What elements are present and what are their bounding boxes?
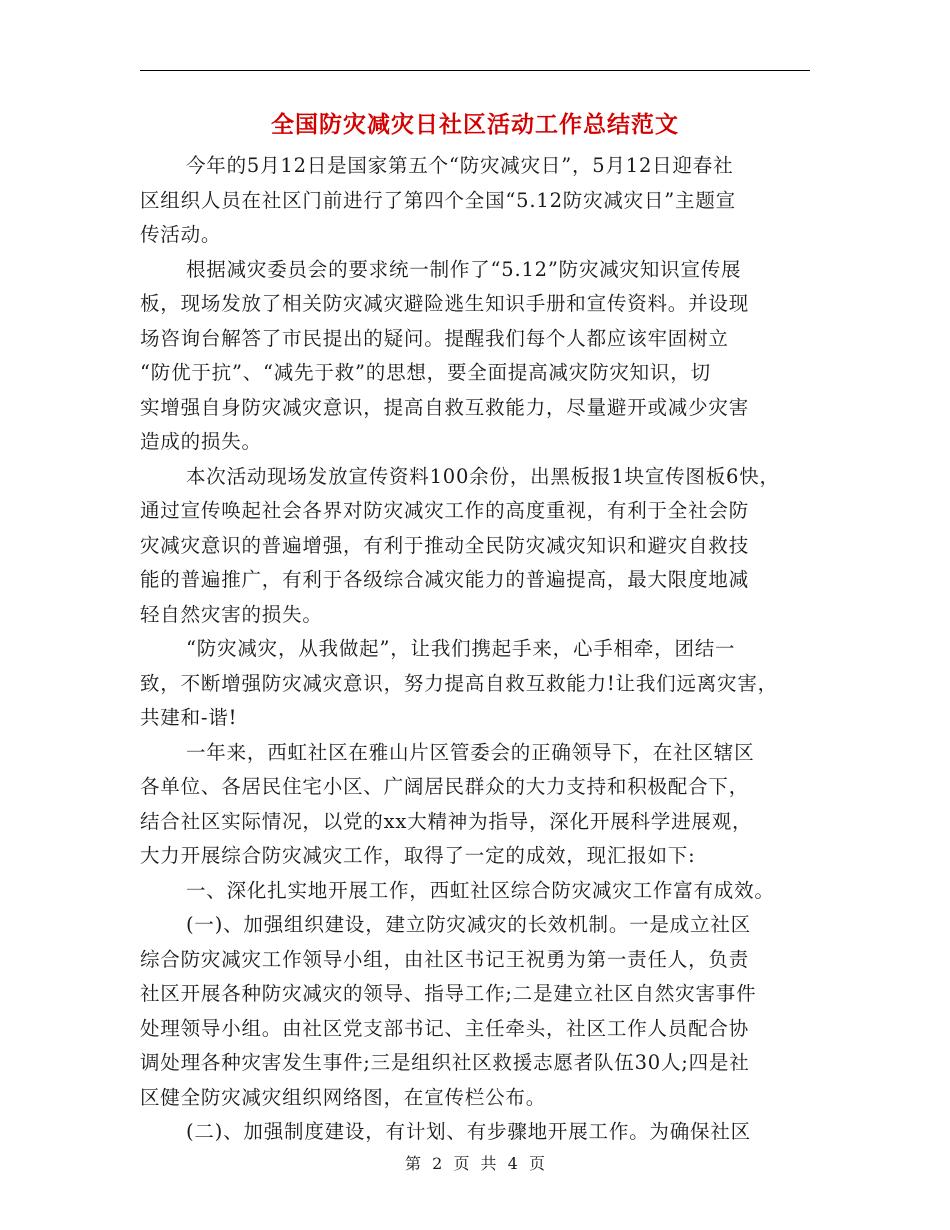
- text-line: 区健全防灾减灾组织网络图，在宣传栏公布。: [140, 1085, 547, 1109]
- text-line: 板，现场发放了相关防灾减灾避险逃生知识手册和宣传资料。并设现: [140, 292, 750, 315]
- text-line: 处理领导小组。由社区党支部书记、主任牵头，社区工作人员配合协: [140, 1016, 750, 1040]
- text-line: (二)、加强制度建设，有计划、有步骤地开展工作。为确保社区: [186, 1120, 751, 1143]
- text-line: 通过宣传唤起社会各界对防灾减灾工作的高度重视，有利于全社会防: [140, 499, 750, 522]
- text-line: “防灾减灾，从我做起”，让我们携起手来，心手相牵，团结一: [186, 637, 736, 660]
- text-line: 致，不断增强防灾减灾意识，努力提高自救互救能力!让我们远离灾害，: [140, 671, 778, 695]
- document-title: 全国防灾减灾日社区活动工作总结范文: [271, 111, 679, 138]
- footer-current-page: 2: [432, 1154, 443, 1173]
- page-footer: [0, 1153, 950, 1175]
- text-line: 场咨询台解答了市民提出的疑问。提醒我们每个人都应该牢固树立: [140, 326, 729, 350]
- text-line: 本次活动现场发放宣传资料100余份，出黑板报1块宣传图板6快，: [186, 464, 780, 488]
- header-rule: [140, 70, 810, 71]
- text-line: 能的普遍推广，有利于各级综合减灾能力的普遍提高，最大限度地减: [140, 568, 750, 591]
- text-line: 一、深化扎实地开展工作，西虹社区综合防灾减灾工作富有成效。: [186, 878, 775, 902]
- text-line: 共建和-谐!: [140, 706, 238, 729]
- text-line: 今年的5月12日是国家第五个“防灾减灾日”，5月12日迎春社: [186, 154, 734, 177]
- text-line: 各单位、各居民住宅小区、广阔居民群众的大力支持和积极配合下，: [140, 775, 750, 798]
- footer-total-label: 共: [480, 1154, 497, 1173]
- text-line: 实增强自身防灾减灾意识，提高自救互救能力，尽量避开或减少灾害: [140, 395, 750, 419]
- text-line: 结合社区实际情况，以党的xx大精神为指导，深化开展科学进展观，: [140, 809, 753, 833]
- text-line: 根据减灾委员会的要求统一制作了“5.12”防灾减灾知识宣传展: [186, 257, 742, 281]
- text-line: 社区开展各种防灾减灾的领导、指导工作;二是建立社区自然灾害事件: [140, 982, 757, 1005]
- text-line: 造成的损失。: [140, 430, 262, 453]
- text-line: 轻自然灾害的损失。: [140, 602, 323, 626]
- footer-prefix: 第: [405, 1154, 422, 1173]
- text-line: 大力开展综合防灾减灾工作，取得了一定的成效，现汇报如下:: [140, 844, 696, 867]
- footer-page-label: 页: [453, 1154, 470, 1173]
- text-line: “防优于抗”、“减先于救”的思想，要全面提高减灾防灾知识，切: [140, 361, 711, 384]
- text-line: 一年来，西虹社区在雅山片区管委会的正确领导下，在社区辖区: [186, 740, 755, 764]
- text-line: 综合防灾减灾工作领导小组，由社区书记王祝勇为第一责任人，负责: [140, 947, 750, 971]
- text-line: (一)、加强组织建设，建立防灾减灾的长效机制。一是成立社区: [186, 913, 751, 936]
- document-body: [140, 149, 820, 1150]
- footer-total-pages: 4: [507, 1154, 518, 1173]
- text-line: 传活动。: [140, 223, 222, 246]
- footer-suffix: 页: [528, 1154, 545, 1173]
- text-line: 调处理各种灾害发生事件;三是组织社区救援志愿者队伍30人;四是社: [140, 1051, 750, 1074]
- text-line: 区组织人员在社区门前进行了第四个全国“5.12防灾减灾日”主题宣: [140, 188, 736, 212]
- text-line: 灾减灾意识的普遍增强，有利于推动全民防灾减灾知识和避灾自救技: [140, 533, 750, 557]
